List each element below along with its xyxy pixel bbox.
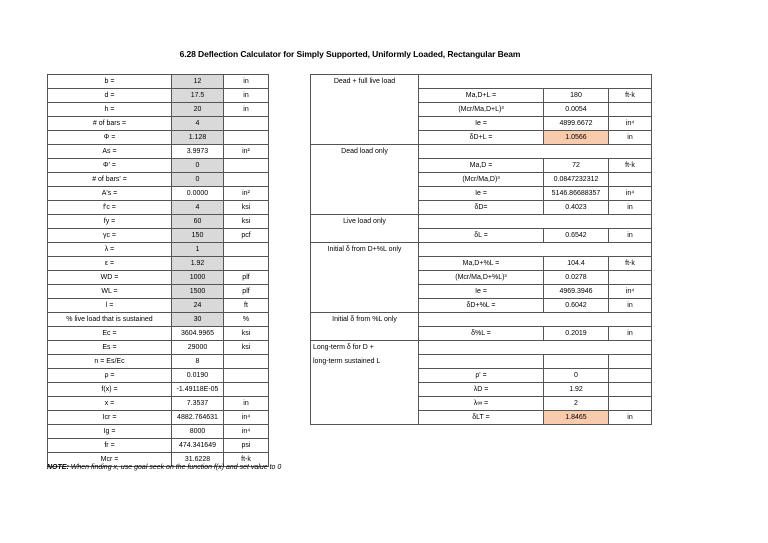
input-label: WL =: [48, 285, 172, 299]
input-unit: ft-k: [224, 453, 269, 467]
results-table: [310, 74, 652, 425]
result-unit: in: [609, 411, 652, 425]
result-unit: in⁴: [609, 117, 652, 131]
section-label: [311, 173, 419, 187]
input-label: d =: [48, 89, 172, 103]
section-label: [311, 383, 419, 397]
input-value[interactable]: 1.128: [172, 131, 224, 145]
input-row: [48, 145, 269, 159]
input-value[interactable]: 0: [172, 173, 224, 187]
result-row: [311, 355, 652, 369]
input-label: x =: [48, 397, 172, 411]
input-label: Es =: [48, 341, 172, 355]
result-row: [311, 89, 652, 103]
result-label: δD+%L =: [419, 299, 544, 313]
input-label: h =: [48, 103, 172, 117]
input-value[interactable]: 20: [172, 103, 224, 117]
input-unit: [224, 355, 269, 369]
result-label: (Mcr/Ma,D+%L)³: [419, 271, 544, 285]
input-row: [48, 257, 269, 271]
note: [47, 464, 281, 471]
input-row: [48, 411, 269, 425]
result-unit: [609, 397, 652, 411]
result-label: Ma,D+L =: [419, 89, 544, 103]
result-value[interactable]: [544, 355, 609, 369]
input-label: fy =: [48, 215, 172, 229]
result-label: Ma,D =: [419, 159, 544, 173]
result-label: [419, 355, 544, 369]
input-row: [48, 173, 269, 187]
result-row: [311, 243, 652, 257]
result-row: [311, 173, 652, 187]
result-row: [311, 131, 652, 145]
section-label: [311, 257, 419, 271]
result-label: δD=: [419, 201, 544, 215]
input-value[interactable]: 150: [172, 229, 224, 243]
sheet-title: 6.28 Deflection Calculator for Simply Supported, Uniformly Loaded, Rectangular Beam: [179, 49, 521, 59]
note-text: When finding x, use goal seek on the function f(x) and set value to 0: [68, 464, 282, 471]
input-row: [48, 271, 269, 285]
result-label: (Mcr/Ma,D)³: [419, 173, 544, 187]
section-label: Dead load only: [311, 145, 419, 159]
result-row: [311, 187, 652, 201]
section-label: [311, 187, 419, 201]
input-value[interactable]: 4882.764631: [172, 411, 224, 425]
input-unit: psi: [224, 439, 269, 453]
input-unit: ksi: [224, 327, 269, 341]
section-label: [311, 89, 419, 103]
input-value[interactable]: 0: [172, 159, 224, 173]
input-unit: [224, 369, 269, 383]
result-unit: in: [609, 229, 652, 243]
result-label: δD+L =: [419, 131, 544, 145]
section-label: [311, 201, 419, 215]
input-label: ε =: [48, 257, 172, 271]
result-value[interactable]: 5146.86688357: [544, 187, 609, 201]
input-row: [48, 285, 269, 299]
section-label: Long-term δ for D +: [311, 341, 419, 355]
result-unit: in: [609, 299, 652, 313]
input-unit: in: [224, 103, 269, 117]
input-row: [48, 243, 269, 257]
input-label: f'c =: [48, 201, 172, 215]
result-label: δLT =: [419, 411, 544, 425]
input-value[interactable]: 1000: [172, 271, 224, 285]
input-label: Ec =: [48, 327, 172, 341]
section-label: [311, 103, 419, 117]
section-label: [311, 131, 419, 145]
input-row: [48, 229, 269, 243]
result-label: Ie =: [419, 285, 544, 299]
input-unit: in: [224, 75, 269, 89]
input-row: [48, 383, 269, 397]
input-label: A's =: [48, 187, 172, 201]
result-value[interactable]: 180: [544, 89, 609, 103]
input-label: n = Es/Ec: [48, 355, 172, 369]
result-label: Ie =: [419, 117, 544, 131]
section-label: [311, 411, 419, 425]
section-header-blank: [419, 313, 652, 327]
result-label: δ%L =: [419, 327, 544, 341]
input-row: [48, 369, 269, 383]
input-label: As =: [48, 145, 172, 159]
input-value[interactable]: 7.3537: [172, 397, 224, 411]
section-label: [311, 229, 419, 243]
input-row: [48, 299, 269, 313]
result-row: [311, 145, 652, 159]
input-unit: [224, 173, 269, 187]
result-row: [311, 411, 652, 425]
input-row: [48, 187, 269, 201]
input-value[interactable]: 29000: [172, 341, 224, 355]
input-label: # of bars' =: [48, 173, 172, 187]
section-label: Live load only: [311, 215, 419, 229]
input-unit: ksi: [224, 215, 269, 229]
input-row: [48, 425, 269, 439]
result-row: [311, 369, 652, 383]
input-unit: [224, 243, 269, 257]
result-unit: in: [609, 327, 652, 341]
result-value[interactable]: 4969.3946: [544, 285, 609, 299]
input-value[interactable]: 60: [172, 215, 224, 229]
input-label: f(x) =: [48, 383, 172, 397]
input-row: [48, 313, 269, 327]
result-row: [311, 299, 652, 313]
input-row: [48, 131, 269, 145]
input-unit: in⁴: [224, 411, 269, 425]
section-label: [311, 271, 419, 285]
result-value[interactable]: 0.4023: [544, 201, 609, 215]
section-label: [311, 285, 419, 299]
result-value[interactable]: 1.92: [544, 383, 609, 397]
input-row: [48, 159, 269, 173]
section-label: [311, 117, 419, 131]
input-value[interactable]: 12: [172, 75, 224, 89]
input-value[interactable]: 4: [172, 201, 224, 215]
result-unit: in⁴: [609, 187, 652, 201]
section-label: [311, 327, 419, 341]
section-label: [311, 369, 419, 383]
section-label: [311, 397, 419, 411]
section-label: [311, 299, 419, 313]
input-row: [48, 439, 269, 453]
result-unit: [609, 383, 652, 397]
input-unit: ft: [224, 299, 269, 313]
input-label: # of bars =: [48, 117, 172, 131]
result-unit: [609, 271, 652, 285]
result-value[interactable]: 0: [544, 369, 609, 383]
input-label: Ig =: [48, 425, 172, 439]
input-unit: %: [224, 313, 269, 327]
input-row: [48, 201, 269, 215]
result-value[interactable]: 0.6042: [544, 299, 609, 313]
input-label: Φ =: [48, 131, 172, 145]
input-value[interactable]: 4: [172, 117, 224, 131]
input-row: [48, 397, 269, 411]
input-value[interactable]: 3.9973: [172, 145, 224, 159]
input-value[interactable]: 24: [172, 299, 224, 313]
input-value[interactable]: 8: [172, 355, 224, 369]
result-label: (Mcr/Ma,D+L)³: [419, 103, 544, 117]
input-unit: [224, 257, 269, 271]
result-row: [311, 257, 652, 271]
input-row: [48, 355, 269, 369]
input-unit: plf: [224, 285, 269, 299]
result-row: [311, 341, 652, 355]
result-label: ρ' =: [419, 369, 544, 383]
result-row: [311, 75, 652, 89]
input-label: λ =: [48, 243, 172, 257]
input-unit: plf: [224, 271, 269, 285]
section-label: long-term sustained L: [311, 355, 419, 369]
result-unit: [609, 369, 652, 383]
input-row: [48, 103, 269, 117]
section-header-blank: [419, 341, 652, 355]
section-label: Initial δ from %L only: [311, 313, 419, 327]
input-unit: [224, 131, 269, 145]
result-unit: in: [609, 131, 652, 145]
input-label: ρ =: [48, 369, 172, 383]
result-value[interactable]: 0.6542: [544, 229, 609, 243]
section-header-blank: [419, 75, 652, 89]
input-label: Icr =: [48, 411, 172, 425]
result-row: [311, 285, 652, 299]
input-value[interactable]: 0.0190: [172, 369, 224, 383]
result-value[interactable]: 0.0054: [544, 103, 609, 117]
input-unit: in²: [224, 187, 269, 201]
result-row: [311, 201, 652, 215]
input-label: Φ' =: [48, 159, 172, 173]
result-label: Ma,D+%L =: [419, 257, 544, 271]
input-row: [48, 75, 269, 89]
result-value[interactable]: 0.2019: [544, 327, 609, 341]
result-label: λ∞ =: [419, 397, 544, 411]
result-row: [311, 117, 652, 131]
section-label: Dead + full live load: [311, 75, 419, 89]
result-row: [311, 271, 652, 285]
result-unit: [609, 173, 652, 187]
result-row: [311, 229, 652, 243]
input-label: % live load that is sustained: [48, 313, 172, 327]
result-row: [311, 397, 652, 411]
result-row: [311, 313, 652, 327]
result-row: [311, 383, 652, 397]
result-label: λD =: [419, 383, 544, 397]
input-label: γc =: [48, 229, 172, 243]
input-unit: in: [224, 397, 269, 411]
result-unit: ft-k: [609, 89, 652, 103]
input-unit: [224, 383, 269, 397]
result-unit: ft-k: [609, 257, 652, 271]
result-row: [311, 327, 652, 341]
input-unit: pcf: [224, 229, 269, 243]
input-row: [48, 215, 269, 229]
input-label: Mcr =: [48, 453, 172, 467]
input-value[interactable]: 3604.9965: [172, 327, 224, 341]
input-unit: ksi: [224, 201, 269, 215]
result-row: [311, 215, 652, 229]
input-value[interactable]: -1.49118E-05: [172, 383, 224, 397]
input-value[interactable]: 30: [172, 313, 224, 327]
input-unit: [224, 159, 269, 173]
input-value[interactable]: 17.5: [172, 89, 224, 103]
input-value[interactable]: 0.0000: [172, 187, 224, 201]
input-label: l =: [48, 299, 172, 313]
result-unit: in⁴: [609, 285, 652, 299]
section-header-blank: [419, 243, 652, 257]
input-value[interactable]: 1: [172, 243, 224, 257]
result-value[interactable]: 4899.6672: [544, 117, 609, 131]
note-prefix: NOTE:: [47, 464, 69, 471]
result-unit: in: [609, 201, 652, 215]
result-value[interactable]: 2: [544, 397, 609, 411]
result-unit: [609, 355, 652, 369]
input-unit: in⁴: [224, 425, 269, 439]
result-value[interactable]: 0.0847232312: [544, 173, 609, 187]
input-row: [48, 341, 269, 355]
result-value[interactable]: 1.0566: [544, 131, 609, 145]
input-value[interactable]: 1.92: [172, 257, 224, 271]
input-unit: ksi: [224, 341, 269, 355]
input-row: [48, 117, 269, 131]
section-label: [311, 159, 419, 173]
input-value[interactable]: 8000: [172, 425, 224, 439]
input-value[interactable]: 31.6228: [172, 453, 224, 467]
result-label: δL =: [419, 229, 544, 243]
input-value[interactable]: 474.341649: [172, 439, 224, 453]
result-unit: ft-k: [609, 159, 652, 173]
result-unit: [609, 103, 652, 117]
result-row: [311, 159, 652, 173]
input-label: fr =: [48, 439, 172, 453]
input-unit: in²: [224, 145, 269, 159]
input-row: [48, 89, 269, 103]
input-label: WD =: [48, 271, 172, 285]
result-value[interactable]: 0.0278: [544, 271, 609, 285]
result-row: [311, 103, 652, 117]
result-value[interactable]: 72: [544, 159, 609, 173]
input-value[interactable]: 1500: [172, 285, 224, 299]
result-label: Ie =: [419, 187, 544, 201]
input-row: [48, 327, 269, 341]
result-value[interactable]: 104.4: [544, 257, 609, 271]
section-label: Initial δ from D+%L only: [311, 243, 419, 257]
result-value[interactable]: 1.8465: [544, 411, 609, 425]
section-header-blank: [419, 215, 652, 229]
input-table: [47, 74, 269, 467]
input-label: b =: [48, 75, 172, 89]
input-unit: in: [224, 89, 269, 103]
section-header-blank: [419, 145, 652, 159]
input-unit: [224, 117, 269, 131]
